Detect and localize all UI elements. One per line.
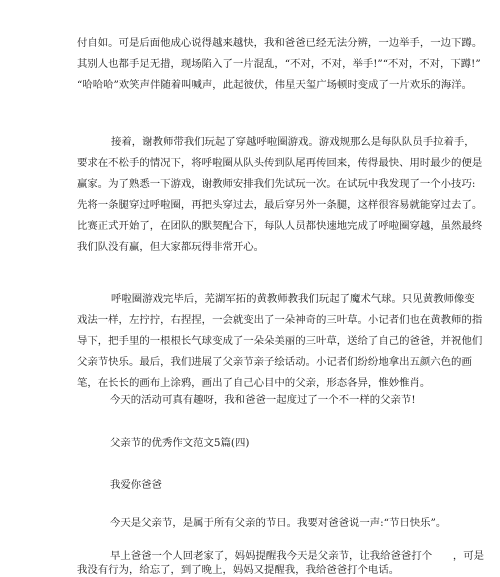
paragraph-line: 戏法一样，左拧拧，右捏捏，一会就变出了一朵神奇的三叶草。小记者们也在黄教师的指: [77, 314, 483, 326]
paragraph-line: 父亲节快乐。最后，我们进展了父亲节亲子绘话动。小记者们纷纷地拿出五颜六色的画: [77, 356, 472, 368]
paragraph-line: “哈哈哈”欢笑声伴随着叫喊声，此起彼伏，伟星天玺广场顿时变成了一片欢乐的海洋。: [77, 79, 473, 91]
paragraph-line: 我们队没有赢，但大家都玩得非常开心。: [77, 241, 265, 253]
article-heading: 父亲节的优秀作文范文5篇(四): [110, 437, 250, 449]
paragraph-line: 呼啦圈游戏完毕后，芜湖军拓的黄教师教我们玩起了魔术气球。只见黄教师像变: [111, 293, 475, 305]
paragraph-line: 付自如。可是后面他成心说得越来越快，我和爸爸已经无法分辨，一边举手，一边下蹲。: [77, 37, 483, 49]
paragraph-line: 赢家。为了熟悉一下游戏，谢教师安排我们先试玩一次。在试玩中我发现了一个小技巧:: [77, 178, 476, 190]
opening-sentence: 今天是父亲节，是属于所有父亲的节日。我要对爸爸说一声:“节日快乐”。: [110, 517, 447, 529]
paragraph-line: 导下，把手里的一根根长气球变成了一朵朵美丽的三叶草，送给了自己的爸爸，并祝他们: [77, 335, 483, 347]
article-title: 我爱你爸爸: [110, 479, 162, 491]
last-paragraph-line: 我没有行为，给忘了，到了晚上，妈妈又提醒我，我给爸爸打个电话。: [77, 564, 400, 576]
paragraph-1: [77, 33, 483, 96]
paragraph-line: 先将一条腿穿过呼啦圈，再把头穿过去，最后穿另外一条腿，这样很容易就能穿过去了。: [77, 199, 483, 211]
summary-sentence: 今天的活动可真有趣呀，我和爸爸一起度过了一个不一样的父亲节!: [110, 394, 416, 406]
paragraph-line: 要求在不松手的情况下，将呼啦圈从队头传到队尾再传回来，传得最快、用时最少的便是: [77, 157, 483, 169]
last-paragraph-line: 早上爸爸一个人回老家了，妈妈提醒我今天是父亲节，让我给爸爸打个 ，可是: [110, 550, 485, 562]
paragraph-line: 比赛正式开始了，在团队的默契配合下，每队人员都快速地完成了呼啦圈穿越，虽然最终: [77, 220, 483, 232]
paragraph-2: [77, 132, 483, 258]
paragraph-line: 笔，在长长的画布上涂鸦，画出了自己心目中的父亲，形态各异，惟妙惟肖。: [77, 377, 431, 389]
paragraph-line: 其别人也都手足无措，现场陷入了一片混乱，“不对，不对，举手!”“不对，不对，下蹲!”: [77, 58, 481, 70]
paragraph-line: 接着，谢教师带我们玩起了穿越呼啦圈游戏。游戏规那么是每队队员手拉着手，: [111, 136, 475, 148]
paragraph-3: [77, 289, 483, 394]
